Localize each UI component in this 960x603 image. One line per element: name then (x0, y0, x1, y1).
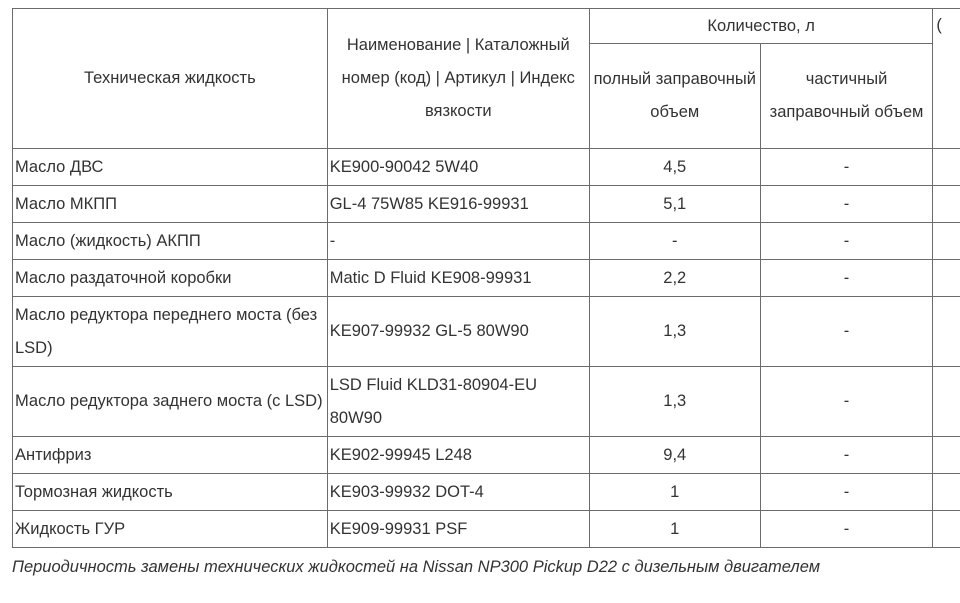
full-volume-cell: 1 (589, 511, 760, 548)
full-volume-cell: 2,2 (589, 260, 760, 297)
full-volume-cell: - (589, 223, 760, 260)
extra-cell (933, 149, 960, 186)
code-cell: KE900-90042 5W40 (327, 149, 589, 186)
code-cell: KE903-99932 DOT-4 (327, 474, 589, 511)
table-body (13, 149, 960, 548)
table-row (13, 511, 960, 548)
partial-volume-cell: - (760, 511, 933, 548)
code-cell: KE907-99932 GL-5 80W90 (327, 297, 589, 367)
fluid-cell: Масло редуктора заднего моста (с LSD) (13, 367, 328, 437)
fluid-cell: Жидкость ГУР (13, 511, 328, 548)
partial-volume-cell: - (760, 437, 933, 474)
full-volume-cell: 1,3 (589, 297, 760, 367)
extra-cell (933, 260, 960, 297)
extra-cell (933, 223, 960, 260)
table-row (13, 437, 960, 474)
fluids-table-container (12, 8, 960, 548)
table-row (13, 149, 960, 186)
extra-cell (933, 367, 960, 437)
fluids-table (12, 8, 960, 548)
code-cell: GL-4 75W85 KE916-99931 (327, 186, 589, 223)
code-cell: KE909-99931 PSF (327, 511, 589, 548)
header-extra: ( (933, 9, 960, 149)
extra-cell (933, 511, 960, 548)
partial-volume-cell: - (760, 223, 933, 260)
table-row (13, 186, 960, 223)
fluid-cell: Антифриз (13, 437, 328, 474)
full-volume-cell: 4,5 (589, 149, 760, 186)
code-cell: KE902-99945 L248 (327, 437, 589, 474)
table-row (13, 223, 960, 260)
fluid-cell: Масло раздаточной коробки (13, 260, 328, 297)
table-row (13, 297, 960, 367)
fluid-cell: Масло ДВС (13, 149, 328, 186)
table-caption: Периодичность замены технических жидкостей на Nissan NP300 Pickup D22 с дизельным двигателем (12, 558, 821, 576)
code-cell: Matic D Fluid KE908-99931 (327, 260, 589, 297)
table-row (13, 367, 960, 437)
full-volume-cell: 5,1 (589, 186, 760, 223)
extra-cell (933, 186, 960, 223)
code-cell: - (327, 223, 589, 260)
partial-volume-cell: - (760, 474, 933, 511)
fluid-cell: Масло редуктора переднего моста (без LSD) (13, 297, 328, 367)
partial-volume-cell: - (760, 297, 933, 367)
header-full-volume: полный заправочный объем (589, 44, 760, 149)
partial-volume-cell: - (760, 186, 933, 223)
extra-cell (933, 474, 960, 511)
header-partial-volume: частичный заправочный объем (760, 44, 933, 149)
full-volume-cell: 9,4 (589, 437, 760, 474)
partial-volume-cell: - (760, 260, 933, 297)
table-row (13, 260, 960, 297)
fluid-cell: Масло (жидкость) АКПП (13, 223, 328, 260)
table-row (13, 474, 960, 511)
code-cell: LSD Fluid KLD31-80904-EU 80W90 (327, 367, 589, 437)
partial-volume-cell: - (760, 367, 933, 437)
header-name: Наименование | Каталожный номер (код) | Артикул | Индекс вязкости (327, 9, 589, 149)
partial-volume-cell: - (760, 149, 933, 186)
fluid-cell: Масло МКПП (13, 186, 328, 223)
extra-cell (933, 297, 960, 367)
header-quantity: Количество, л (589, 9, 933, 44)
header-fluid: Техническая жидкость (13, 9, 328, 149)
full-volume-cell: 1,3 (589, 367, 760, 437)
extra-cell (933, 437, 960, 474)
full-volume-cell: 1 (589, 474, 760, 511)
fluid-cell: Тормозная жидкость (13, 474, 328, 511)
